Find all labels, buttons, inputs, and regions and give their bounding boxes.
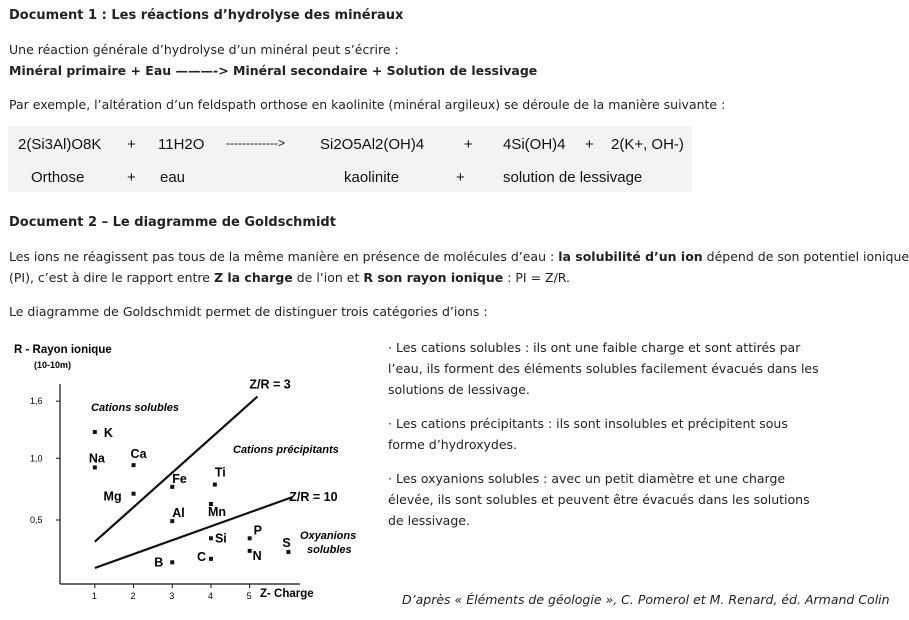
category-cations-precipitants: · Les cations précipitants : ils sont insolubles et précipitent sous forme d’hydroxydes.	[388, 416, 788, 452]
y-tick-label: 1,0	[30, 453, 43, 464]
x-tick-label: 3	[169, 591, 175, 601]
x-tick-label: 5	[246, 591, 252, 601]
doc1-example-intro: Par exemple, l’altération d’un feldspath orthose en kaolinite (minéral argileux) se déroule de la manière suivante :	[9, 97, 726, 112]
data-point-n	[248, 549, 252, 553]
eq-product3: 2(K+, OH-)	[611, 136, 684, 153]
data-point-b	[170, 560, 174, 564]
x-tick-label: 2	[130, 591, 136, 601]
y-tick-label: 1,6	[30, 396, 43, 407]
data-point-k	[93, 430, 97, 434]
doc2-title: Document 2 – Le diagramme de Goldschmidt	[9, 215, 336, 230]
eq-name1: Orthose	[31, 169, 85, 186]
data-point-ca	[132, 463, 136, 467]
data-label-b: B	[154, 555, 164, 570]
eq-plus2: +	[464, 136, 473, 153]
eq-plus1: +	[127, 136, 136, 153]
p1-text-c: dépend de son potentiel ionique	[702, 249, 909, 264]
data-label-mg: Mg	[103, 489, 122, 504]
goldschmidt-chart	[10, 336, 390, 606]
eq-product2: 4Si(OH)4	[503, 136, 566, 153]
boundary-line-label: Z/R = 10	[289, 490, 338, 505]
y-tick-label: 0,5	[30, 515, 43, 525]
data-label-p: P	[253, 523, 263, 538]
doc2-paragraph2: Le diagramme de Goldschmidt permet de distinguer trois catégories d’ions :	[9, 304, 488, 319]
doc2-paragraph1-line2	[9, 270, 570, 286]
eq-arrow: ------------->	[226, 136, 285, 150]
data-point-si	[209, 536, 213, 540]
data-label-c: C	[196, 549, 206, 564]
data-point-s	[286, 550, 290, 554]
region-cations-precipitants: Cations précipitants	[233, 444, 339, 456]
data-label-mn: Mn	[207, 505, 227, 519]
data-label-s: S	[282, 536, 291, 550]
data-point-p	[248, 536, 252, 540]
eq-name-plus1: +	[127, 169, 136, 186]
data-label-na: Na	[88, 451, 105, 466]
x-tick-label: 4	[207, 591, 213, 601]
data-label-si: Si	[214, 531, 227, 546]
chart-ylabel: R - Rayon ionique	[14, 344, 112, 356]
category-oxyanions-solubles: · Les oxyanions solubles : avec un petit diamètre et une charge élevée, ils sont solubles et peuvent être évacués dans les solutions de lessivage.	[388, 471, 810, 528]
data-label-fe: Fe	[172, 471, 187, 486]
data-point-c	[209, 557, 213, 561]
chart-xlabel: Z- Charge	[260, 588, 314, 600]
eq-product1: Si2O5Al2(OH)4	[320, 136, 425, 153]
data-label-ti: Ti	[214, 465, 226, 480]
p1-bold-charge: Z la charge	[213, 270, 293, 285]
boundary-line-label: Z/R = 3	[249, 377, 291, 392]
p1-bold-solubility: la solubilité d’un ion	[558, 249, 703, 264]
p1-text-h: : PI = Z/R.	[503, 270, 571, 285]
doc2-paragraph1-line1	[9, 249, 909, 265]
region-oxyanions-solubles: Oxyanions solubles	[300, 530, 357, 556]
doc1-title: Document 1 : Les réactions d’hydrolyse des minéraux	[9, 8, 404, 23]
eq-reactant1: 2(Si3Al)O8K	[18, 136, 102, 153]
chart-yunit: (10-10m)	[34, 360, 72, 370]
equation-box	[8, 126, 692, 192]
eq-plus3: +	[585, 136, 594, 153]
source-citation: D’après « Éléments de géologie », C. Pomerol et M. Renard, éd. Armand Colin	[402, 592, 890, 607]
data-label-n: N	[252, 548, 262, 563]
p1-text-d: (PI), c’est à dire le rapport entre	[9, 270, 214, 285]
p1-bold-radius: R son rayon ionique	[363, 270, 504, 285]
eq-reactant2: 11H2O	[158, 136, 205, 153]
eq-name4: solution de lessivage	[503, 169, 643, 186]
data-label-al: Al	[172, 506, 185, 521]
eq-name2: eau	[160, 169, 186, 186]
data-label-ca: Ca	[130, 447, 147, 462]
eq-name-plus2: +	[456, 169, 465, 186]
region-cations-solubles: Cations solubles	[91, 402, 180, 414]
data-point-na	[93, 465, 97, 469]
x-tick-label: 1	[91, 591, 97, 601]
p1-text-f: de l’ion et	[292, 270, 364, 285]
data-point-mg	[132, 492, 136, 496]
doc1-intro: Une réaction générale d’hydrolyse d’un minéral peut s’écrire :	[9, 42, 399, 57]
eq-name3: kaolinite	[344, 169, 400, 186]
category-cations-solubles: · Les cations solubles : ils ont une faible charge et sont attirés par l’eau, ils forment des éléments solubles facilement évacués dans les solutions de lessivage.	[388, 340, 819, 397]
p1-text-a: Les ions ne réagissent pas tous de la même manière en présence de molécules d’eau :	[9, 249, 559, 264]
boundary-line	[95, 497, 292, 568]
data-label-k: K	[103, 426, 113, 440]
doc1-general-equation: Minéral primaire + Eau ———-> Minéral secondaire + Solution de lessivage	[9, 63, 538, 78]
data-point-ti	[213, 483, 217, 487]
